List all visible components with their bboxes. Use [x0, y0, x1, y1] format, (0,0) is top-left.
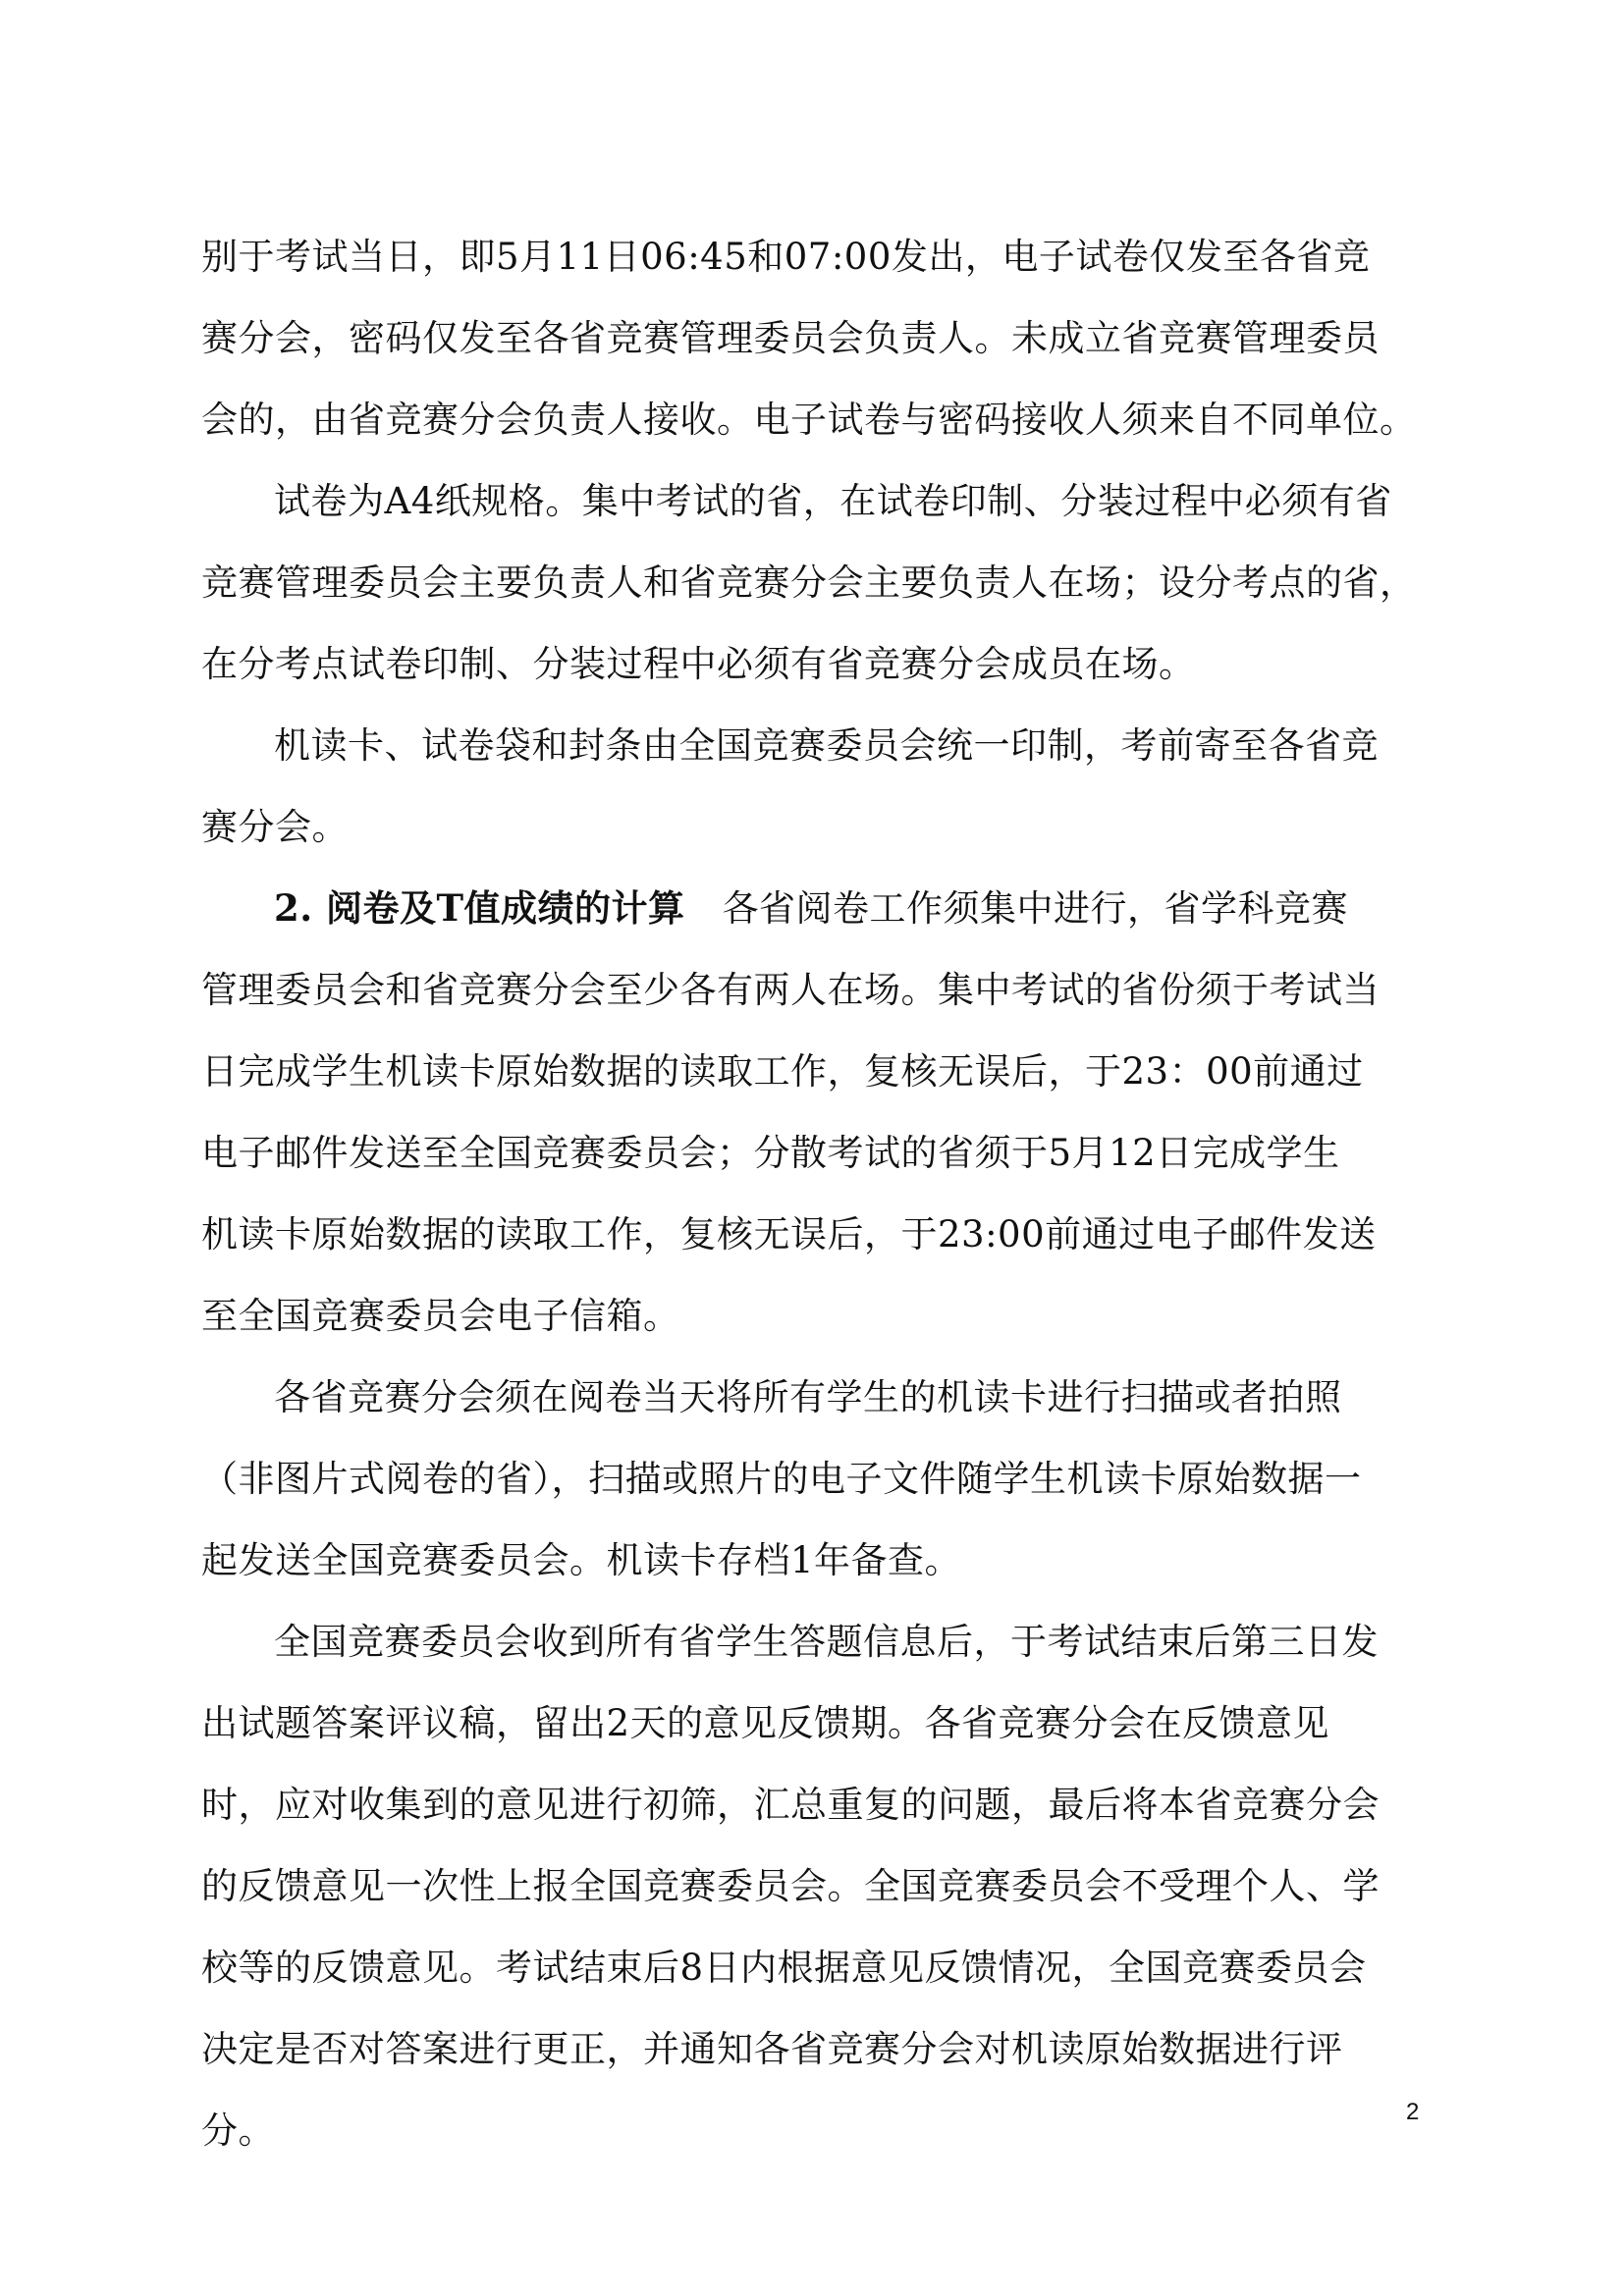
text-line: 赛分会，密码仅发至各省竞赛管理委员会负责人。未成立省竞赛管理委员	[201, 317, 1380, 359]
text-line: 时，应对收集到的意见进行初筛，汇总重复的问题，最后将本省竞赛分会	[201, 1784, 1380, 1826]
text-line: 机读卡原始数据的读取工作，复核无误后，于23:00前通过电子邮件发送	[201, 1213, 1377, 1255]
text-line: 竞赛管理委员会主要负责人和省竞赛分会主要负责人在场；设分考点的省，	[201, 561, 1417, 604]
text-line: 别于考试当日，即5月11日06:45和07:00发出，电子试卷仅发至各省竞	[201, 236, 1371, 278]
text-line: 校等的反馈意见。考试结束后8日内根据意见反馈情况，全国竞赛委员会	[201, 1947, 1367, 1989]
text-line: 分。	[201, 2109, 275, 2152]
section-heading: 2. 阅卷及T值成绩的计算	[274, 886, 685, 930]
text-line: 各省竞赛分会须在阅卷当天将所有学生的机读卡进行扫描或者拍照	[274, 1376, 1342, 1418]
section-grading-and-t-score	[201, 868, 1438, 1357]
text-line: 会的，由省竞赛分会负责人接收。电子试卷与密码接收人须来自不同单位。	[201, 399, 1417, 441]
text-line: （非图片式阅卷的省），扫描或照片的电子文件随学生机读卡原始数据一	[201, 1458, 1362, 1500]
text-line: 起发送全国竞赛委员会。机读卡存档1年备查。	[201, 1539, 962, 1581]
paragraph-electronic-paper-delivery	[201, 216, 1438, 460]
paragraph-answer-review	[201, 1601, 1438, 2171]
section-heading-line	[201, 868, 1438, 949]
text-line: 全国竞赛委员会收到所有省学生答题信息后，于考试结束后第三日发	[274, 1621, 1379, 1663]
paragraph-answer-cards	[201, 705, 1438, 868]
text-line: 电子邮件发送至全国竞赛委员会；分散考试的省须于5月12日完成学生	[201, 1132, 1340, 1174]
text-line: 至全国竞赛委员会电子信箱。	[201, 1295, 680, 1337]
text-line: 机读卡、试卷袋和封条由全国竞赛委员会统一印制，考前寄至各省竞	[274, 724, 1379, 767]
text-line: 的反馈意见一次性上报全国竞赛委员会。全国竞赛委员会不受理个人、学	[201, 1865, 1380, 1907]
text-line: 日完成学生机读卡原始数据的读取工作，复核无误后，于23：00前通过	[201, 1050, 1364, 1093]
document-body	[201, 216, 1438, 2171]
text-line: 在分考点试卷印制、分装过程中必须有省竞赛分会成员在场。	[201, 643, 1196, 685]
text-line: 决定是否对答案进行更正，并通知各省竞赛分会对机读原始数据进行评	[201, 2028, 1343, 2070]
text-line: 管理委员会和省竞赛分会至少各有两人在场。集中考试的省份须于考试当	[201, 969, 1380, 1011]
text-line: 试卷为A4纸规格。集中考试的省，在试卷印制、分装过程中必须有省	[274, 480, 1392, 522]
text-run: 各省阅卷工作须集中进行，省学科竞赛	[722, 887, 1349, 930]
paragraph-paper-printing	[201, 460, 1438, 705]
text-line: 赛分会。	[201, 806, 349, 848]
page-number: 2	[1406, 2099, 1420, 2125]
paragraph-card-scanning	[201, 1357, 1438, 1601]
text-line: 出试题答案评议稿，留出2天的意见反馈期。各省竞赛分会在反馈意见	[201, 1702, 1330, 1744]
